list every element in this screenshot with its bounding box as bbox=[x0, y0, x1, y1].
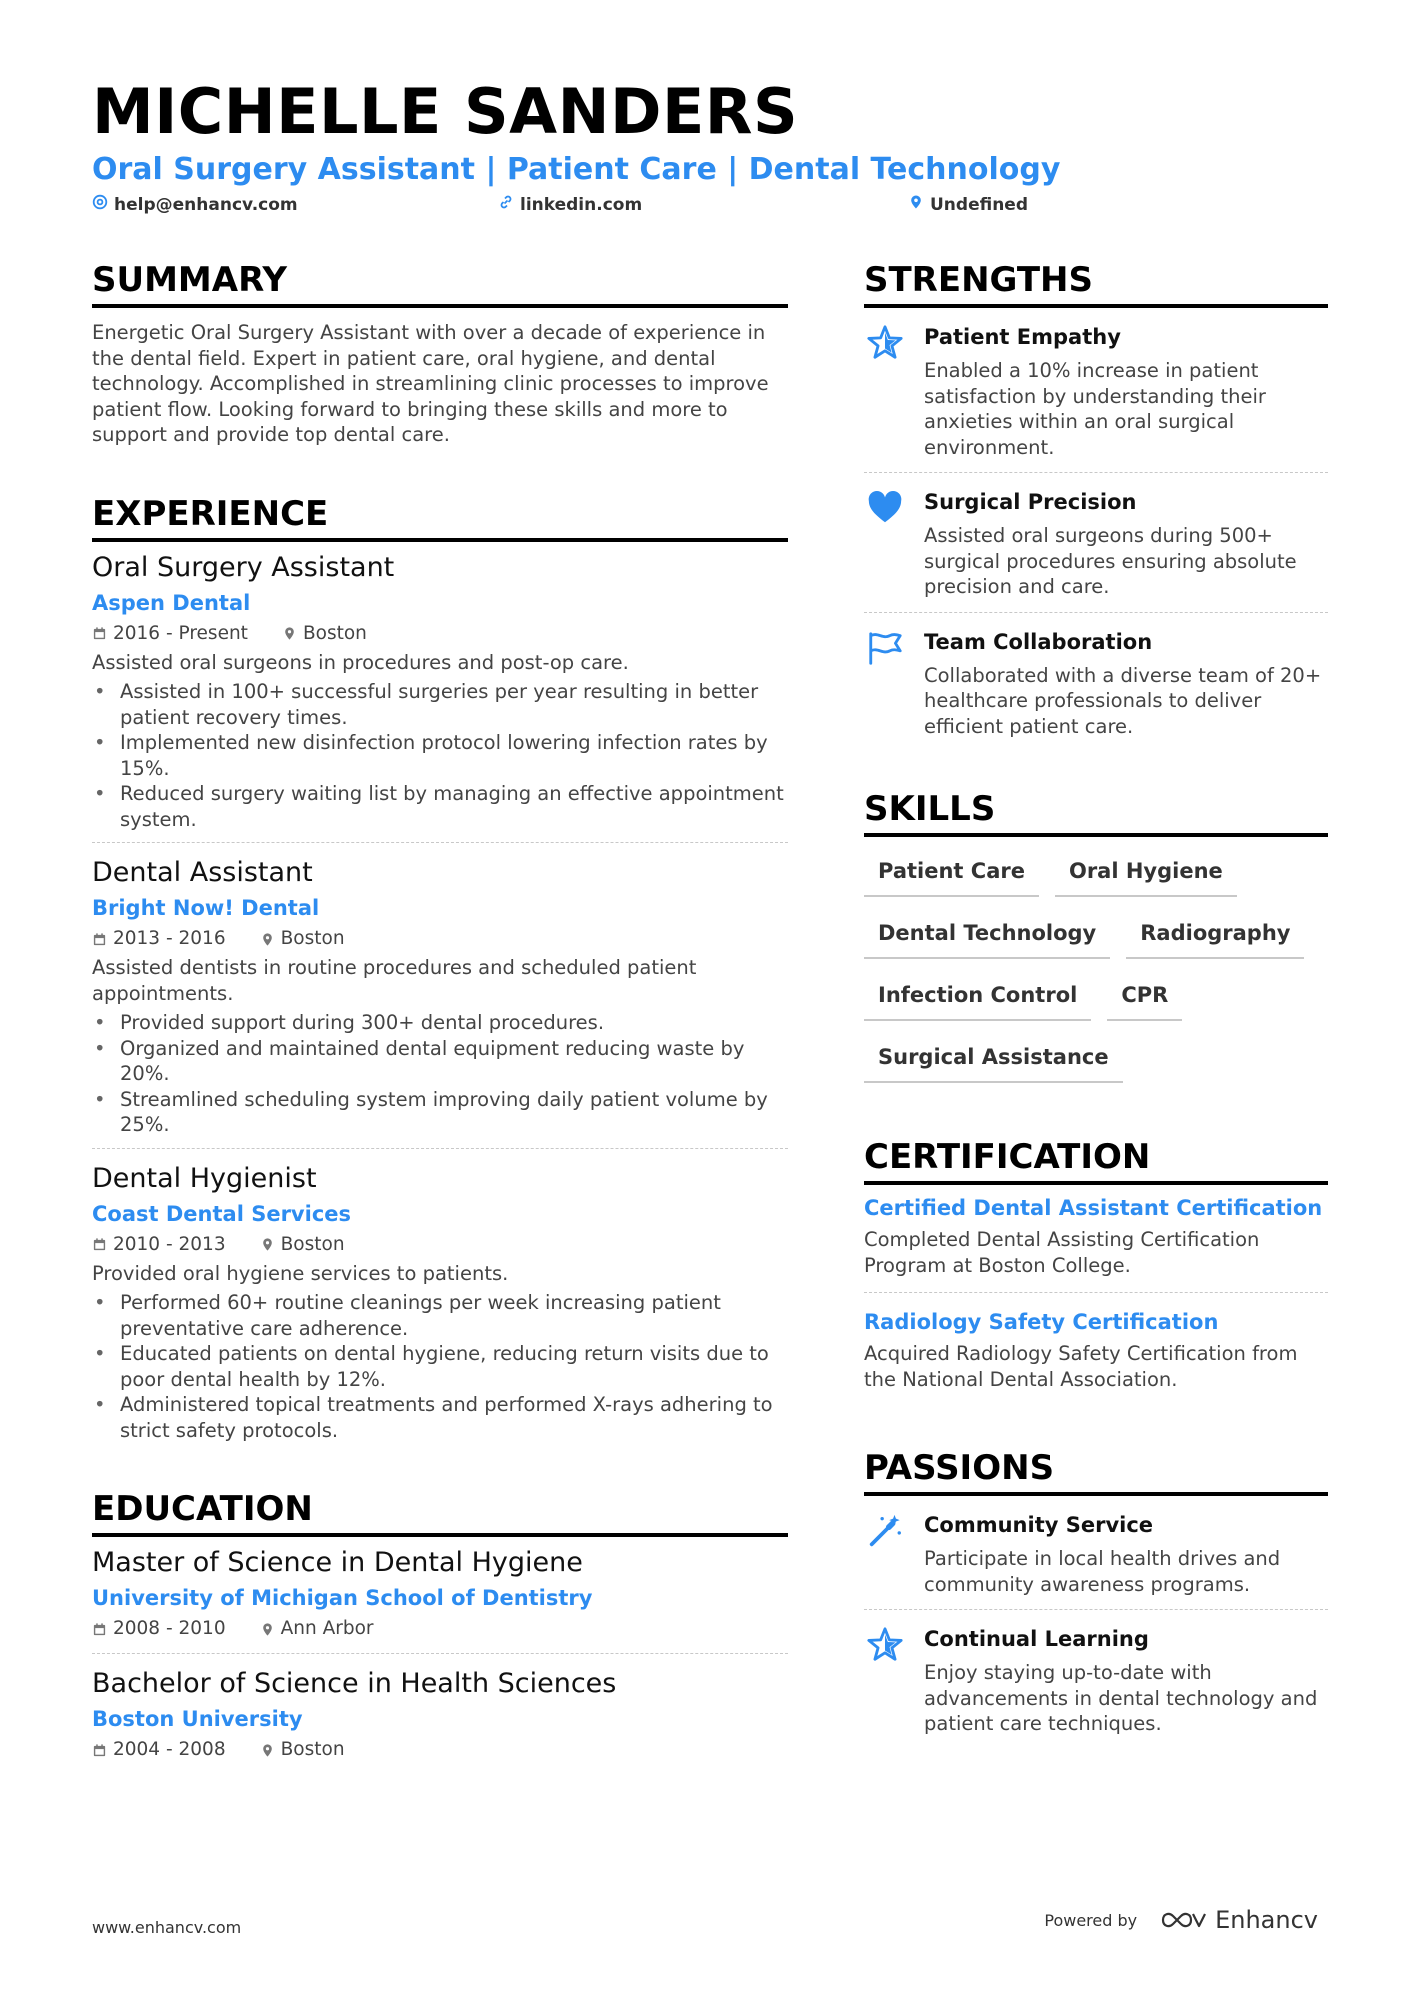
contact-email[interactable] bbox=[92, 194, 298, 215]
certification-item bbox=[864, 1307, 1328, 1406]
job-bullet: • Streamlined scheduling system improving daily patient volume by 25%. bbox=[92, 1087, 788, 1138]
job-bullet: • Assisted in 100+ successful surgeries per year resulting in better patient recovery times. bbox=[92, 679, 788, 730]
job-dates: 2016 - Present bbox=[113, 622, 248, 644]
education-meta bbox=[92, 1736, 788, 1764]
job-bullet: • Organized and maintained dental equipment reducing waste by 20%. bbox=[92, 1036, 788, 1087]
strength-description: Enabled a 10% increase in patient satisfaction by understanding their anxieties within an oral surgical environment. bbox=[924, 359, 1266, 459]
magic-wand-icon bbox=[864, 1510, 906, 1597]
education-entry bbox=[92, 1666, 788, 1774]
job-description: Assisted oral surgeons in procedures and post-op care. bbox=[92, 650, 629, 674]
degree-title: Bachelor of Science in Health Sciences bbox=[92, 1668, 617, 1699]
education-meta bbox=[92, 1615, 788, 1643]
education-dates: 2008 - 2010 bbox=[113, 1618, 226, 1639]
strength-description: Assisted oral surgeons during 500+ surgical procedures ensuring absolute precision and care. bbox=[924, 524, 1297, 598]
skill-tag: Oral Hygiene bbox=[1055, 851, 1237, 897]
degree-title: Master of Science in Dental Hygiene bbox=[92, 1547, 583, 1578]
skill-tag: Dental Technology bbox=[864, 913, 1110, 959]
education-heading: EDUCATION bbox=[92, 1487, 788, 1537]
star-icon bbox=[864, 1624, 906, 1737]
passion-description: Participate in local health drives and community awareness programs. bbox=[924, 1547, 1281, 1596]
certification-heading: CERTIFICATION bbox=[864, 1135, 1328, 1185]
strength-item bbox=[864, 619, 1328, 752]
location-pin-icon bbox=[260, 1622, 275, 1637]
skill-tag: Radiography bbox=[1126, 913, 1304, 959]
job-description: Assisted dentists in routine procedures and scheduled patient appointments. bbox=[92, 956, 697, 1005]
job-bullet: • Implemented new disinfection protocol lowering infection rates by 15%. bbox=[92, 730, 788, 781]
strength-item bbox=[864, 314, 1328, 473]
strength-title: Patient Empathy bbox=[924, 325, 1121, 349]
education-section bbox=[92, 1487, 788, 1774]
company-name: Coast Dental Services bbox=[92, 1201, 352, 1226]
skill-tag: Surgical Assistance bbox=[864, 1037, 1123, 1083]
location-pin-icon bbox=[260, 932, 275, 947]
passion-title: Community Service bbox=[924, 1513, 1154, 1537]
flag-icon bbox=[864, 627, 906, 740]
candidate-name: MICHELLE SANDERS bbox=[92, 75, 799, 148]
passion-title: Continual Learning bbox=[924, 1627, 1149, 1651]
education-location: Boston bbox=[280, 1739, 345, 1760]
calendar-icon bbox=[92, 1622, 107, 1637]
footer-branding bbox=[1044, 1906, 1318, 1934]
calendar-icon bbox=[92, 626, 107, 641]
school-name: University of Michigan School of Dentistry bbox=[92, 1586, 593, 1610]
job-title: Dental Assistant bbox=[92, 857, 313, 888]
contact-linkedin[interactable] bbox=[498, 194, 642, 215]
job-entry bbox=[92, 550, 788, 844]
calendar-icon bbox=[92, 1237, 107, 1252]
certification-description: Completed Dental Assisting Certification Program at Boston College. bbox=[864, 1228, 1260, 1277]
star-icon bbox=[864, 322, 906, 460]
job-bullets bbox=[92, 679, 788, 832]
job-meta bbox=[92, 1231, 788, 1259]
job-bullets bbox=[92, 1010, 788, 1138]
heart-icon bbox=[864, 487, 906, 600]
school-name: Boston University bbox=[92, 1707, 303, 1731]
email-text: help@enhancv.com bbox=[114, 194, 298, 215]
skill-tag: Infection Control bbox=[864, 975, 1091, 1021]
linkedin-text: linkedin.com bbox=[520, 194, 643, 215]
summary-heading: SUMMARY bbox=[92, 258, 788, 308]
location-pin-icon bbox=[260, 1237, 275, 1252]
strength-description: Collaborated with a diverse team of 20+ healthcare professionals to deliver efficient patient care. bbox=[924, 663, 1322, 738]
location-pin-icon bbox=[908, 194, 924, 215]
job-meta bbox=[92, 925, 788, 953]
job-location: Boston bbox=[280, 1233, 345, 1255]
enhancv-logo-icon bbox=[1159, 1908, 1207, 1932]
strength-title: Surgical Precision bbox=[924, 490, 1137, 514]
strengths-section bbox=[864, 258, 1328, 751]
job-entry bbox=[92, 855, 788, 1149]
summary-text: Energetic Oral Surgery Assistant with over a decade of experience in the dental field. Expert in patient care, oral hygiene, and dental technology. Accomplished in streamlining clinic processes to improve patient flow. Looking forward to bringing these skills and more to support and provide top dental care. bbox=[92, 321, 769, 446]
passion-description: Enjoy staying up-to-date with advancements in dental technology and patient care techniques. bbox=[924, 1661, 1318, 1735]
certification-title: Radiology Safety Certification bbox=[864, 1310, 1219, 1334]
job-title: Oral Surgery Assistant bbox=[92, 551, 395, 583]
skill-tag: Patient Care bbox=[864, 851, 1039, 897]
powered-by-text: Powered by bbox=[1044, 1910, 1138, 1930]
contact-location bbox=[908, 194, 1028, 215]
job-dates: 2013 - 2016 bbox=[113, 928, 226, 949]
location-text: Undefined bbox=[930, 194, 1029, 215]
strengths-heading: STRENGTHS bbox=[864, 258, 1328, 308]
passion-item bbox=[864, 1616, 1328, 1749]
certification-title: Certified Dental Assistant Certification bbox=[864, 1196, 1323, 1220]
right-column bbox=[864, 258, 1328, 1755]
experience-heading: EXPERIENCE bbox=[92, 492, 788, 542]
certification-section bbox=[864, 1135, 1328, 1406]
job-bullet: • Provided support during 300+ dental procedures. bbox=[92, 1010, 788, 1036]
calendar-icon bbox=[92, 1743, 107, 1758]
at-icon bbox=[92, 194, 108, 215]
summary-section bbox=[92, 258, 788, 448]
strength-title: Team Collaboration bbox=[924, 629, 1153, 654]
brand-name: Enhancv bbox=[1215, 1906, 1318, 1934]
passions-section bbox=[864, 1446, 1328, 1749]
job-bullet: • Administered topical treatments and performed X-rays adhering to strict safety protocols. bbox=[92, 1392, 788, 1443]
skills-heading: SKILLS bbox=[864, 787, 1328, 837]
skill-tag: CPR bbox=[1107, 975, 1182, 1021]
skills-section bbox=[864, 787, 1328, 1083]
job-bullet: • Performed 60+ routine cleanings per week increasing patient preventative care adherence. bbox=[92, 1290, 788, 1341]
link-icon bbox=[498, 194, 514, 215]
certification-item bbox=[864, 1193, 1328, 1293]
job-dates: 2010 - 2013 bbox=[113, 1233, 226, 1255]
location-pin-icon bbox=[260, 1743, 275, 1758]
location-pin-icon bbox=[282, 626, 297, 641]
passion-item bbox=[864, 1502, 1328, 1610]
footer-website[interactable]: www.enhancv.com bbox=[92, 1918, 242, 1937]
left-column bbox=[92, 258, 788, 1786]
education-dates: 2004 - 2008 bbox=[113, 1739, 226, 1760]
candidate-headline: Oral Surgery Assistant | Patient Care | Dental Technology bbox=[92, 152, 1061, 187]
job-location: Boston bbox=[280, 928, 345, 949]
contact-bar bbox=[92, 194, 1332, 220]
education-entry bbox=[92, 1545, 788, 1654]
job-description: Provided oral hygiene services to patients. bbox=[92, 1261, 509, 1285]
job-bullets bbox=[92, 1290, 788, 1443]
passions-heading: PASSIONS bbox=[864, 1446, 1328, 1496]
job-title: Dental Hygienist bbox=[92, 1162, 317, 1194]
job-bullet: • Reduced surgery waiting list by managing an effective appointment system. bbox=[92, 781, 788, 832]
brand-logo[interactable] bbox=[1159, 1906, 1318, 1934]
job-meta bbox=[92, 620, 788, 648]
certification-description: Acquired Radiology Safety Certification from the National Dental Association. bbox=[864, 1342, 1298, 1391]
skills-list bbox=[864, 847, 1328, 1083]
education-location: Ann Arbor bbox=[280, 1618, 374, 1639]
strength-item bbox=[864, 479, 1328, 613]
experience-section bbox=[92, 492, 788, 1454]
job-bullet: • Educated patients on dental hygiene, reducing return visits due to poor dental health by 12%. bbox=[92, 1341, 788, 1392]
company-name: Aspen Dental bbox=[92, 590, 251, 615]
calendar-icon bbox=[92, 932, 107, 947]
company-name: Bright Now! Dental bbox=[92, 896, 320, 920]
job-location: Boston bbox=[302, 622, 367, 644]
job-entry bbox=[92, 1161, 788, 1454]
